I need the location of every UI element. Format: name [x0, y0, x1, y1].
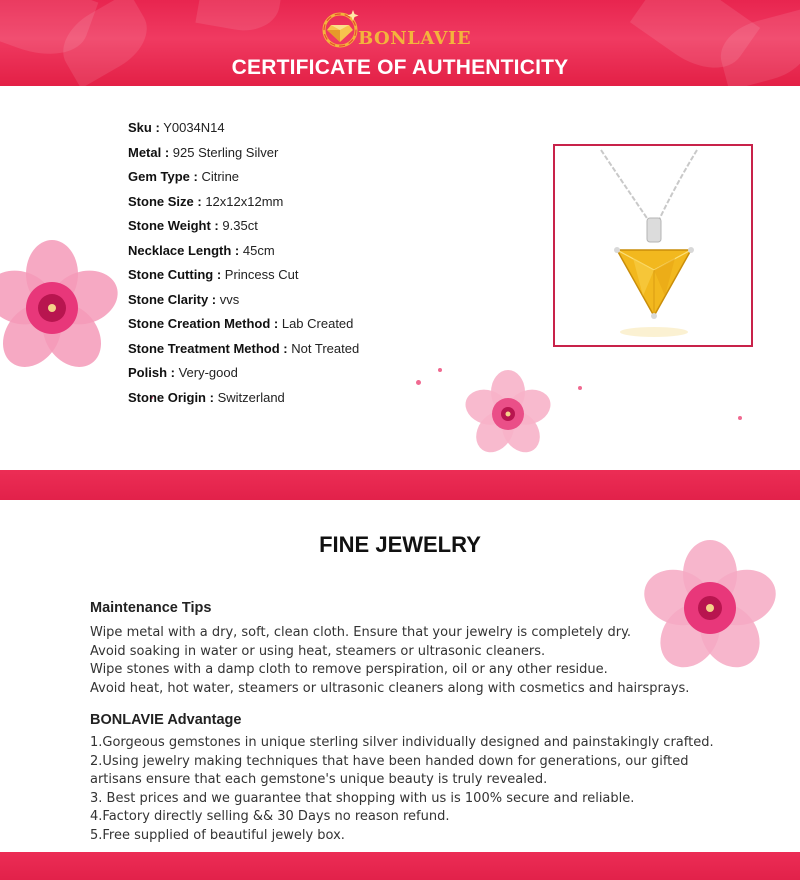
spec-label: Metal :	[128, 144, 170, 160]
spec-row	[128, 390, 359, 415]
decor-dot	[416, 380, 421, 385]
text-line: 1.Gorgeous gemstones in unique sterling silver individually designed and painstakingly crafted.	[90, 735, 714, 750]
spec-label: Polish :	[128, 365, 175, 380]
spec-row	[128, 365, 359, 390]
text-line: Wipe stones with a damp cloth to remove perspiration, oil or any other residue.	[90, 662, 608, 678]
spec-value: Citrine	[201, 169, 240, 184]
spec-label: Stone Creation Method :	[128, 316, 279, 331]
decor-petal	[195, 0, 284, 36]
product-image-frame	[553, 144, 753, 347]
spec-value: 12x12x12mm	[205, 193, 284, 209]
citrine-pendant-icon	[555, 146, 751, 345]
text-line: Avoid soaking in water or using heat, steamers or ultrasonic cleaners.	[90, 643, 546, 659]
spec-value: Very-good	[178, 365, 238, 380]
spec-row	[128, 243, 359, 268]
spec-row	[128, 292, 359, 317]
maintenance-heading: Maintenance Tips	[90, 600, 212, 616]
spec-row	[128, 194, 359, 219]
spec-label: Stone Weight :	[128, 218, 219, 233]
text-line: 4.Factory directly selling && 30 Days no reason refund.	[90, 809, 450, 825]
header-banner	[0, 0, 800, 86]
spec-label: Stone Clarity :	[128, 291, 217, 307]
footer-banner	[0, 852, 800, 880]
decor-dot	[578, 386, 582, 390]
text-line: 3. Best prices and we guarantee that shopping with us is 100% secure and reliable.	[90, 790, 635, 806]
text-line: 2.Using jewelry making techniques that have been handed down for generations, our gifted	[90, 753, 689, 769]
spec-value: 925 Sterling Silver	[172, 144, 279, 160]
spec-label: Necklace Length :	[128, 242, 240, 258]
spec-row	[128, 120, 359, 145]
certificate-title: CERTIFICATE OF AUTHENTICITY	[231, 56, 569, 79]
spec-value: Not Treated	[291, 340, 360, 356]
spec-value: Switzerland	[217, 389, 285, 405]
text-line: Wipe metal with a dry, soft, clean cloth. Ensure that your jewelry is completely dry.	[90, 625, 632, 640]
spec-value: 45cm	[242, 242, 275, 258]
spec-row	[128, 169, 359, 194]
spec-value: Y0034N14	[163, 120, 225, 135]
spec-value: Lab Created	[281, 316, 354, 331]
spec-row	[128, 341, 359, 366]
spec-row	[128, 316, 359, 341]
spec-list	[128, 120, 359, 414]
divider-banner	[0, 470, 800, 500]
spec-row	[128, 145, 359, 170]
decor-dot	[438, 368, 442, 372]
spec-label: Stone Size :	[128, 193, 202, 209]
advantage-text	[90, 734, 714, 846]
spec-label: Sku :	[128, 120, 160, 135]
pink-flower-decoration	[462, 368, 554, 460]
spec-row	[128, 267, 359, 292]
brand-name: BONLAVIE	[358, 28, 472, 49]
decor-dot	[738, 416, 742, 420]
spec-label: Stone Cutting :	[128, 267, 222, 282]
gem-logo-icon	[320, 6, 360, 48]
spec-value: 9.35ct	[222, 218, 258, 233]
spec-label: Gem Type :	[128, 169, 198, 184]
spec-label: Stone Origin :	[128, 389, 214, 405]
spec-value: Princess Cut	[224, 267, 299, 282]
spec-value: vvs	[219, 291, 240, 307]
pink-flower-decoration	[0, 236, 130, 376]
text-line: 5.Free supplied of beautiful jewely box.	[90, 827, 345, 843]
section-title: FINE JEWELRY	[319, 532, 481, 557]
text-line: artisans ensure that each gemstone's unique beauty is truly revealed.	[90, 772, 548, 788]
spec-label: Stone Treatment Method :	[128, 340, 288, 356]
maintenance-text	[90, 624, 689, 698]
advantage-heading: BONLAVIE Advantage	[90, 712, 242, 728]
brand-logo	[320, 6, 490, 52]
text-line: Avoid heat, hot water, steamers or ultrasonic cleaners along with cosmetics and hairsprays.	[90, 680, 690, 696]
certificate-body	[0, 86, 800, 470]
spec-row	[128, 218, 359, 243]
